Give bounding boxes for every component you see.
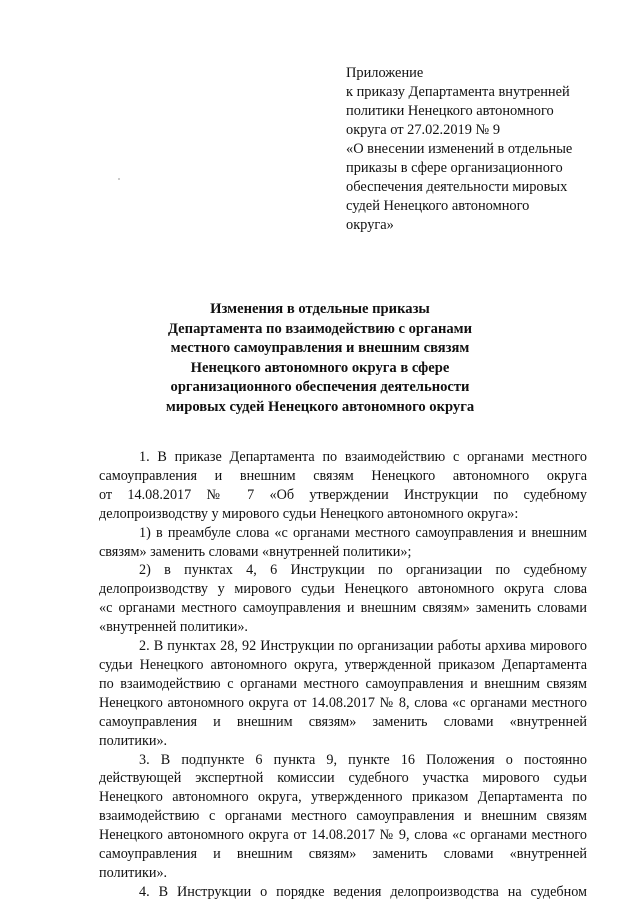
appendix-line: судей Ненецкого автономного [346,198,530,214]
body-line: 1) в преамбуле слова «с органами местного самоуправления и внешним [139,524,587,541]
body-line: Ненецкого автономного округа от 14.08.2017 № 9, слова «с органами местного [99,827,587,844]
title-line: мировых судей Ненецкого автономного округа [165,398,475,415]
body-line: «внутренней политики». [99,619,248,636]
appendix-line: политики Ненецкого автономного [346,103,554,119]
appendix-header [346,64,596,235]
appendix-line: Приложение [346,65,424,81]
body-line: делопроизводству у мирового судьи Ненецкого автономного округа»: [99,505,519,522]
body-line: делопроизводству у мирового судьи Ненецкого автономного округа слова [99,581,587,598]
body-line: политики». [99,732,168,749]
document-title [100,300,540,418]
body-paragraph [99,448,587,524]
body-line: 4. В Инструкции о порядке ведения делопроизводства на судебном [139,883,587,900]
appendix-line: «О внесении изменений в отдельные [346,141,573,157]
title-line: местного самоуправления и внешним связям [170,340,470,357]
scan-speck [118,178,120,180]
body-line: 1. В приказе Департамента по взаимодействию с органами местного [139,449,587,465]
body-paragraph [99,524,587,562]
body-line: связям» заменить словами «внутренней политики»; [99,543,412,560]
body-line: 3. В подпункте 6 пункта 9, пункте 16 Положения о постоянно [139,751,587,768]
document-body [99,448,587,902]
body-line: самоуправления и внешним связям» заменить словами «внутренней [99,846,587,863]
body-line: от 14.08.2017 № 7 «Об утверждении Инструкции по судебному [99,486,587,503]
appendix-line: округа» [346,217,394,233]
body-line: «с органами местного самоуправления и внешним связям» заменить словами [99,600,587,617]
body-line: политики». [99,864,168,881]
body-paragraph [99,751,587,883]
body-line: Ненецкого автономного округа, утвержденного приказом Департамента по [99,789,587,806]
body-line: действующей экспертной комиссии судебного участка мирового судьи [99,770,587,787]
body-paragraph [99,883,587,902]
body-line: 2. В пунктах 28, 92 Инструкции по организации работы архива мирового [139,638,587,655]
appendix-line: приказы в сфере организационного [346,160,563,176]
body-paragraph [99,561,587,637]
title-line: Департамента по взаимодействию с органами [167,320,473,337]
body-line: 2) в пунктах 4, 6 Инструкции по организации по судебному [139,562,587,579]
title-line: Ненецкого автономного округа в сфере [190,359,450,376]
body-line: взаимодействию с органами местного самоуправления и внешним связям [99,808,587,825]
body-line: самоуправления и внешним связям Ненецкого автономного округа [99,467,587,484]
body-line: судьи Ненецкого автономного округа, утвержденной приказом Департамента [99,656,587,673]
appendix-line: округа от 27.02.2019 № 9 [346,122,501,138]
body-paragraph [99,637,587,750]
appendix-line: к приказу Департамента внутренней [346,84,570,100]
appendix-line: обеспечения деятельности мировых [346,179,568,195]
body-line: Ненецкого автономного округа от 14.08.2017 № 8, слова «с органами местного [99,694,587,711]
title-line: организационного обеспечения деятельности [170,379,470,396]
body-line: по взаимодействию с органами местного самоуправления и внешним связям [99,675,587,692]
title-line: Изменения в отдельные приказы [210,301,430,317]
body-line: самоуправления и внешним связям» заменить словами «внутренней [99,713,587,730]
